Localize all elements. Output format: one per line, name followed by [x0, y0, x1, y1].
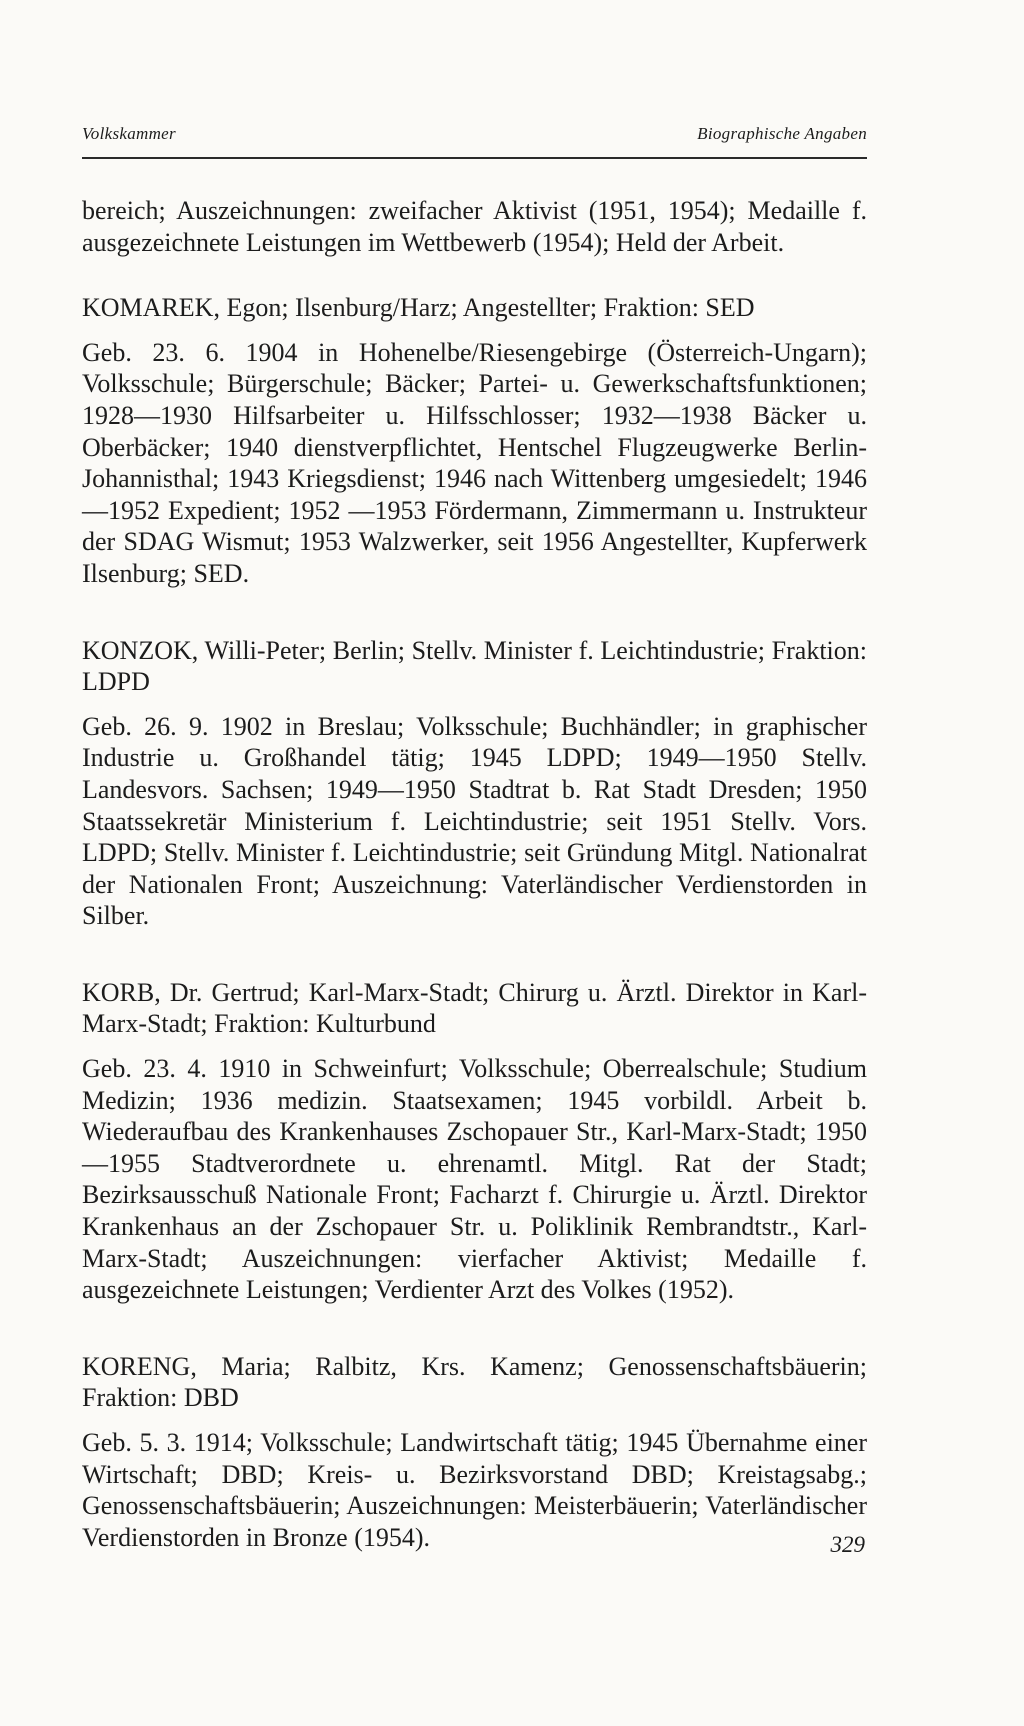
entry-heading: KORB, Dr. Gertrud; Karl-Marx-Stadt; Chirurg u. Ärztl. Direktor in Karl-Marx-Stadt; Fraktion: Kulturbund: [82, 977, 867, 1039]
entry-body: Geb. 23. 6. 1904 in Hohenelbe/Riesengebirge (Österreich-Ungarn); Volksschule; Bürgerschule; Bäcker; Partei- u. Gewerkschaftsfunktionen; 1928—1930 Hilfsarbeiter u. Hilfsschlosser; 1932—1938 Bäcker u. Oberbäcker; 1940 dienstverpflichtet, Hentschel Flugzeugwerke Berlin-Johannisthal; 1943 Kriegsdienst; 1946 nach Wittenberg umgesiedelt; 1946—1952 Expedient; 1952 —1953 Fördermann, Zimmermann u. Instrukteur der SDAG Wismut; 1953 Walzwerker, seit 1956 Angestellter, Kupferwerk Ilsenburg; SED.: [82, 337, 867, 588]
page-number: 329: [830, 1532, 865, 1557]
entry-heading: KORENG, Maria; Ralbitz, Krs. Kamenz; Genossenschaftsbäuerin; Fraktion: DBD: [82, 1351, 867, 1413]
biography-entry-konzok: [82, 635, 867, 932]
entry-body: Geb. 5. 3. 1914; Volksschule; Landwirtschaft tätig; 1945 Übernahme einer Wirtschaft; DBD; Kreis- u. Bezirksvorstand DBD; Kreistagsabg.; Genossenschaftsbäuerin; Auszeichnungen: Meisterbäuerin; Vaterländischer Verdienstorden in Bronze (1954).: [82, 1428, 867, 1552]
biography-entry-komarek: [82, 292, 867, 589]
entry-heading: KONZOK, Willi-Peter; Berlin; Stellv. Minister f. Leichtindustrie; Fraktion: LDPD: [82, 635, 867, 697]
continuation-paragraph: bereich; Auszeichnungen: zweifacher Aktivist (1951, 1954); Medaille f. ausgezeichnete Leistungen im Wettbewerb (1954); Held der Arbeit.: [82, 196, 867, 257]
header-chapter-title: Biographische Angaben: [697, 124, 867, 143]
entry-body: Geb. 26. 9. 1902 in Breslau; Volksschule; Buchhändler; in graphischer Industrie u. Großhandel tätig; 1945 LDPD; 1949—1950 Stellv. Landesvors. Sachsen; 1949—1950 Stadtrat b. Rat Stadt Dresden; 1950 Staatssekretär Ministerium f. Leichtindustrie; seit 1951 Stellv. Vors. LDPD; Stellv. Minister f. Leichtindustrie; seit Gründung Mitgl. Nationalrat der Nationalen Front; Auszeichnung: Vaterländischer Verdienstorden in Silber.: [82, 711, 867, 931]
running-header: [82, 124, 867, 144]
body-text: [82, 195, 867, 1553]
header-rule: [82, 157, 867, 159]
entry-heading: KOMAREK, Egon; Ilsenburg/Harz; Angestellter; Fraktion: SED: [82, 293, 755, 323]
biography-entry-koreng: [82, 1351, 867, 1554]
header-section-title: Volkskammer: [82, 124, 176, 143]
entry-body: Geb. 23. 4. 1910 in Schweinfurt; Volksschule; Oberrealschule; Studium Medizin; 1936 medizin. Staatsexamen; 1945 vorbildl. Arbeit b. Wiederaufbau des Krankenhauses Zschopauer Str., Karl-Marx-Stadt; 1950—1955 Stadtverordnete u. ehrenamtl. Mitgl. Rat der Stadt; Bezirksausschuß Nationale Front; Facharzt f. Chirurgie u. Ärztl. Direktor Krankenhaus an der Zschopauer Str. u. Poliklinik Rembrandtstr., Karl-Marx-Stadt; Auszeichnungen: vierfacher Aktivist; Medaille f. ausgezeichnete Leistungen; Verdienter Arzt des Volkes (1952).: [82, 1054, 867, 1305]
biography-entry-korb: [82, 977, 867, 1306]
book-page: [82, 0, 867, 1726]
